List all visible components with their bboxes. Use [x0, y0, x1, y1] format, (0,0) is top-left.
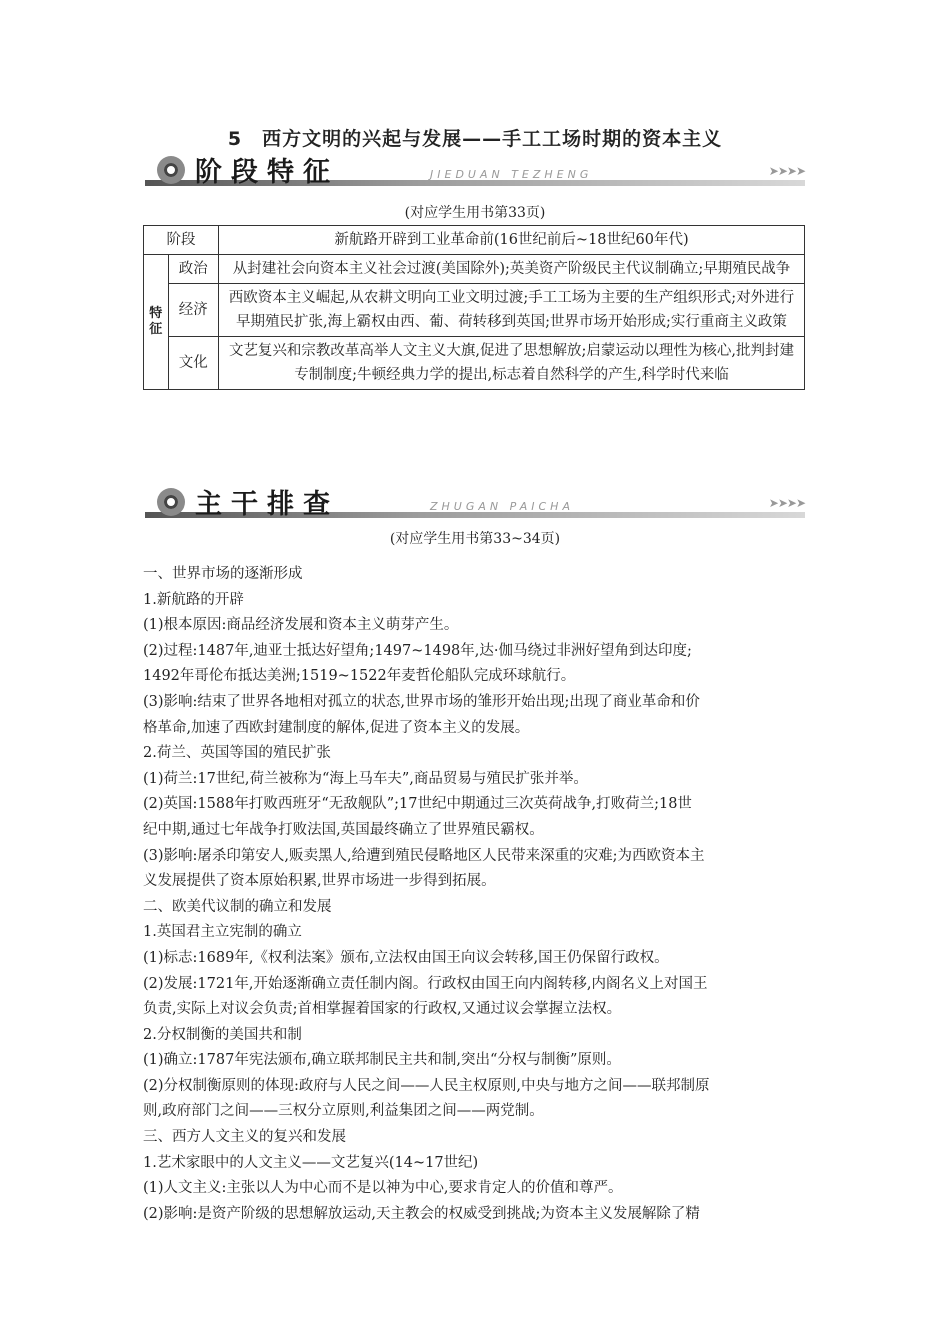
- disc-icon: [157, 156, 185, 184]
- arrows-icon: ➤➤➤➤: [768, 164, 805, 178]
- text-line: (1)人文主义:主张以人为中心而不是以神为中心,要求肯定人的价值和尊严。: [143, 1180, 623, 1197]
- disc-icon: [157, 488, 185, 516]
- feature-label: 特 征: [144, 255, 169, 390]
- text-line: 2.荷兰、英国等国的殖民扩张: [143, 745, 331, 762]
- text-line: 格革命,加速了西欧封建制度的解体,促进了资本主义的发展。: [143, 719, 530, 736]
- text-line: (2)过程:1487年,迪亚士抵达好望角;1497~1498年,达·伽马绕过非洲好望角到达印度;: [143, 642, 692, 659]
- category-cell: 政治: [168, 255, 218, 284]
- text-line: 纪中期,通过七年战争打败法国,英国最终确立了世界殖民霸权。: [143, 821, 544, 838]
- text-line: (2)分权制衡原则的体现:政府与人民之间——人民主权原则,中央与地方之间——联邦制原: [143, 1077, 710, 1094]
- text-line: 2.分权制衡的美国共和制: [143, 1026, 302, 1043]
- page-reference: (对应学生用书第33~34页): [389, 531, 561, 547]
- text-line: 1492年哥伦布抵达美洲;1519~1522年麦哲伦船队完成环球航行。: [143, 668, 576, 685]
- section-banner-main-review: [145, 484, 805, 520]
- text-line: (2)影响:是资产阶级的思想解放运动,天主教会的权威受到挑战;为资本主义发展解除了精: [143, 1205, 700, 1222]
- text-line: (1)根本原因:商品经济发展和资本主义萌芽产生。: [143, 617, 459, 634]
- table-row: [144, 226, 805, 255]
- text-line: 负责,实际上对议会负责;首相掌握着国家的行政权,又通过议会掌握立法权。: [143, 1001, 622, 1018]
- section-heading-pinyin: JIEDUAN TEZHENG: [430, 168, 593, 181]
- arrows-icon: ➤➤➤➤: [768, 496, 805, 510]
- section-heading: 阶段特征: [195, 157, 339, 188]
- section-heading: 主干排查: [195, 489, 339, 520]
- text-line: (1)确立:1787年宪法颁布,确立联邦制民主共和制,突出“分权与制衡”原则。: [143, 1052, 621, 1069]
- text-line: (2)发展:1721年,开始逐渐确立责任制内阁。行政权由国王向内阁转移,内阁名义上对国王: [143, 975, 708, 992]
- text-line: 1.新航路的开辟: [143, 591, 244, 608]
- table-row: [144, 284, 805, 337]
- text-line: (1)荷兰:17世纪,荷兰被称为“海上马车夫”,商品贸易与殖民扩张并举。: [143, 770, 588, 787]
- category-text: 文艺复兴和宗教改革高举人文主义大旗,促进了思想解放;启蒙运动以理性为核心,批判封建专制制度;牛顿经典力学的提出,标志着自然科学的产生,科学时代来临: [219, 337, 805, 390]
- text-line: 一、世界市场的逐渐形成: [143, 566, 303, 582]
- text-line: (3)影响:屠杀印第安人,贩卖黑人,给遭到殖民侵略地区人民带来深重的灾难;为西欧资本主: [143, 847, 705, 864]
- category-cell: 经济: [168, 284, 218, 337]
- text-line: (1)标志:1689年,《权利法案》颁布,立法权由国王向议会转移,国王仍保留行政权。: [143, 949, 669, 966]
- stage-label: 阶段: [144, 226, 219, 255]
- stage-value: 新航路开辟到工业革命前(16世纪前后~18世纪60年代): [219, 226, 805, 255]
- text-line: 则,政府部门之间——三权分立原则,利益集团之间——两党制。: [143, 1103, 544, 1120]
- text-line: 1.英国君主立宪制的确立: [143, 924, 302, 941]
- text-line: (2)英国:1588年打败西班牙“无敌舰队”;17世纪中期通过三次英荷战争,打败荷兰;18世: [143, 796, 692, 813]
- main-content: [143, 562, 811, 1227]
- section-banner-stage-features: [145, 152, 805, 188]
- section-heading-pinyin: ZHUGAN PAICHA: [430, 500, 574, 513]
- category-text: 从封建社会向资本主义社会过渡(美国除外);英美资产阶级民主代议制确立;早期殖民战争: [219, 255, 805, 284]
- text-line: 义发展提供了资本原始积累,世界市场进一步得到拓展。: [143, 873, 496, 890]
- text-line: 1.艺术家眼中的人文主义——文艺复兴(14~17世纪): [143, 1154, 479, 1171]
- category-text: 西欧资本主义崛起,从农耕文明向工业文明过渡;手工工场为主要的生产组织形式;对外进行早期殖民扩张,海上霸权由西、葡、荷转移到英国;世界市场开始形成;实行重商主义政策: [219, 284, 805, 337]
- category-cell: 文化: [168, 337, 218, 390]
- table-row: [144, 255, 805, 284]
- text-line: (3)影响:结束了世界各地相对孤立的状态,世界市场的雏形开始出现;出现了商业革命和价: [143, 693, 700, 710]
- text-line: 二、欧美代议制的确立和发展: [143, 898, 332, 915]
- features-table: [143, 225, 805, 390]
- page-reference: (对应学生用书第33页): [404, 205, 546, 221]
- text-line: 三、西方人文主义的复兴和发展: [143, 1129, 346, 1146]
- table-row: [144, 337, 805, 390]
- page-title: 5 西方文明的兴起与发展——手工工场时期的资本主义: [227, 128, 723, 150]
